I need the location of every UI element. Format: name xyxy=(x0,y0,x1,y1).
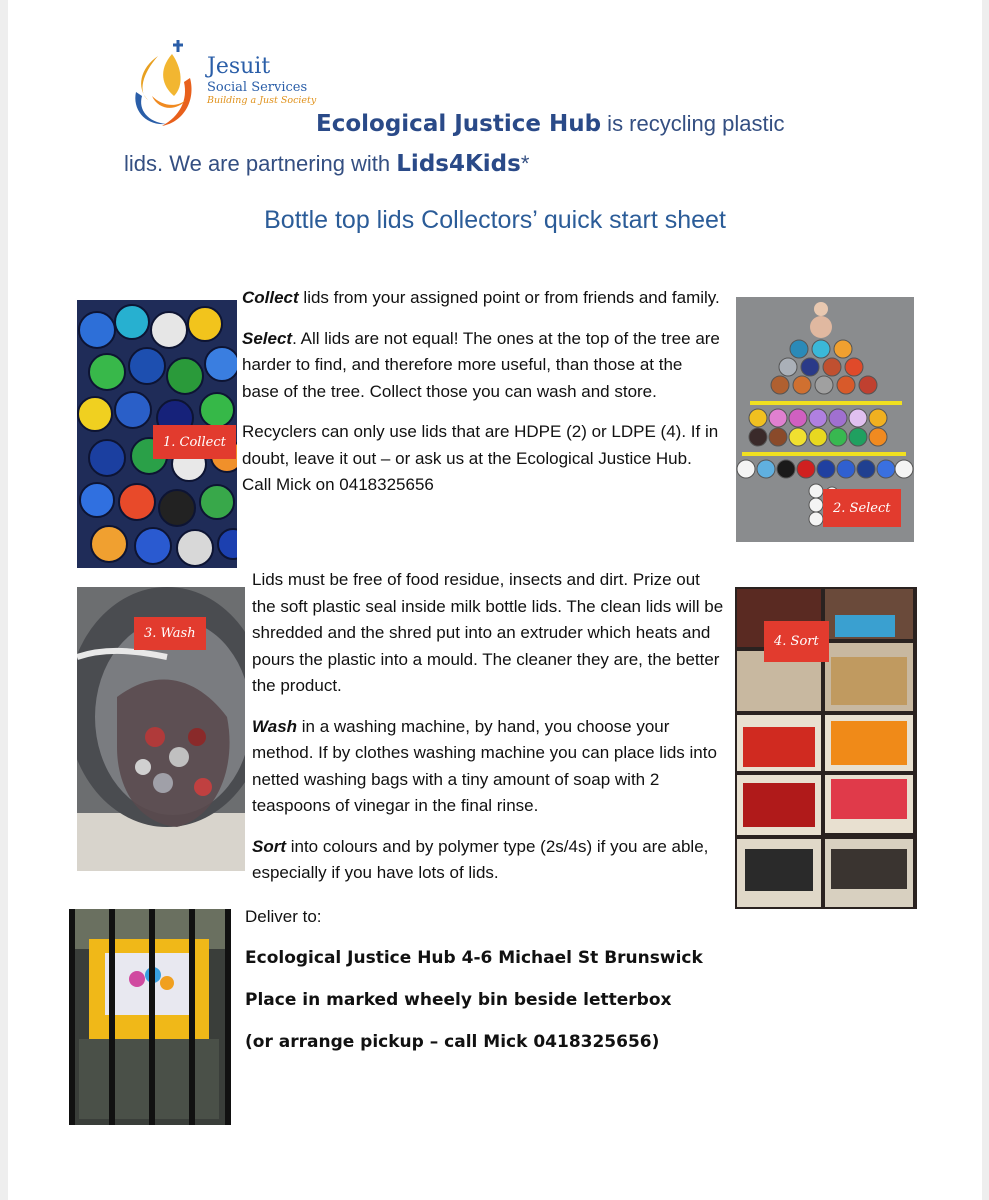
delivery-address: Ecological Justice Hub 4-6 Michael St Brunswick xyxy=(245,948,703,968)
step-sort-lead: Sort xyxy=(252,836,286,856)
step-select-text: . All lids are not equal! The ones at the top of the tree are harder to find, and therefore more useful, than those at the base of the tree. Collect those you can wash and store. xyxy=(242,328,720,401)
logo-text xyxy=(207,56,316,106)
clean-note: Lids must be free of food residue, insects and dirt. Prize out the soft plastic seal inside milk bottle lids. The clean lids will be shredded and the shred put into an extruder which heats and pours the plastic into a mould. The cleaner they are, the better the product. xyxy=(252,570,724,695)
hub-name: Ecological Justice Hub xyxy=(316,111,602,137)
step-wash xyxy=(252,714,724,820)
step-wash-lead: Wash xyxy=(252,716,298,736)
document-page xyxy=(8,0,982,1200)
wheely-bin-photo xyxy=(69,909,231,1125)
delivery-pickup-note: (or arrange pickup – call Mick 0418325656) xyxy=(245,1032,660,1052)
step-sort xyxy=(252,834,724,887)
step-select xyxy=(242,326,722,406)
step-collect-lead: Collect xyxy=(242,288,299,307)
logo-tagline: Building a Just Society xyxy=(207,95,317,106)
partner-name: Lids4Kids xyxy=(396,151,521,177)
photo-label-select: 2. Select xyxy=(823,489,901,527)
steps-text-top xyxy=(242,285,722,513)
deliver-label: Deliver to: xyxy=(245,907,322,926)
step-collect-text: lids from your assigned point or from friends and family. xyxy=(298,288,720,307)
delivery-bin-note: Place in marked wheely bin beside letterbox xyxy=(245,990,672,1010)
step-select-lead: Select xyxy=(242,328,293,348)
recyclers-note: Recyclers can only use lids that are HDPE (2) or LDPE (4). If in doubt, leave it out – or ask us at the Ecological Justice Hub. Call Mick on 0418325656 xyxy=(242,422,719,494)
intro-text-2: lids. We are partnering with xyxy=(124,151,397,176)
step-wash-text: in a washing machine, by hand, you choose your method. If by clothes washing machine you can place lids into netted washing bags with a tiny amount of soap with 2 teaspoons of vinegar in the final rinse. xyxy=(252,716,717,815)
step-collect xyxy=(242,285,722,312)
intro-text-1: is recycling plastic xyxy=(601,111,785,136)
intro-asterisk: * xyxy=(520,151,530,176)
photo-label-wash: 3. Wash xyxy=(134,617,206,650)
steps-text-bottom xyxy=(252,567,724,901)
logo-subtitle: Social Services xyxy=(207,80,308,95)
logo-title: Jesuit xyxy=(207,54,271,79)
photo-label-sort: 4. Sort xyxy=(764,621,829,662)
photo-label-collect: 1. Collect xyxy=(153,425,236,459)
intro-line-2 xyxy=(124,151,529,177)
intro-line-1 xyxy=(316,111,784,137)
step-sort-text: into colours and by polymer type (2s/4s) if you are able, especially if you have lots of lids. xyxy=(252,836,709,882)
jesuit-flame-logo-icon xyxy=(128,38,200,130)
page-heading: Bottle top lids Collectors’ quick start sheet xyxy=(264,206,726,234)
